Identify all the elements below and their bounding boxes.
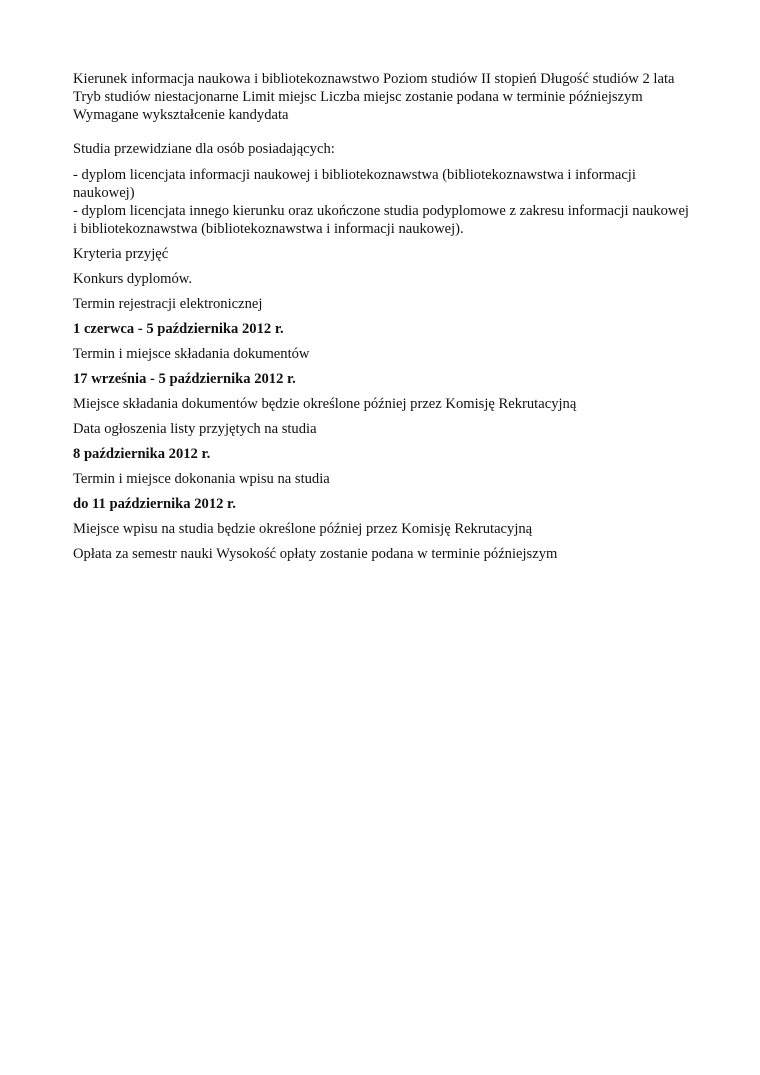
dokumenty-label: Termin i miejsce składania dokumentów [73,346,310,362]
rejestracja-date: 1 czerwca - 5 października 2012 r. [73,321,284,337]
wpis-date: do 11 października 2012 r. [73,496,236,512]
dokumenty-note: Miejsce składania dokumentów będzie określone później przez Komisję Rekrutacyjną [73,396,577,412]
kryteria-value: Konkurs dyplomów. [73,271,193,287]
studia-item-2: - dyplom licencjata innego kierunku oraz ukończone studia podyplomowe z zakresu informacji naukowej i bibliotekoznawstwa (bibliotekoznawstwa i informacji naukowej). [73,203,689,237]
intro-paragraph: Kierunek informacja naukowa i bibliotekoznawstwo Poziom studiów II stopień Długość studiów 2 lata Tryb studiów niestacjonarne Limit miejsc Liczba miejsc zostanie podana w terminie późniejszym Wymagane wykształcenie kandydata [73,71,675,123]
studia-list [73,166,693,238]
studia-item-1: - dyplom licencjata informacji naukowej i bibliotekoznawstwa (bibliotekoznawstwa i informacji naukowej) [73,167,636,201]
dokumenty-date: 17 września - 5 października 2012 r. [73,371,296,387]
document-page [73,70,693,570]
rejestracja-label: Termin rejestracji elektronicznej [73,296,263,312]
ogloszenie-label: Data ogłoszenia listy przyjętych na studia [73,421,317,437]
wpis-note: Miejsce wpisu na studia będzie określone później przez Komisję Rekrutacyjną [73,521,533,537]
ogloszenie-date: 8 października 2012 r. [73,446,211,462]
kryteria-label: Kryteria przyjęć [73,246,169,262]
wpis-label: Termin i miejsce dokonania wpisu na studia [73,471,330,487]
oplata-text: Opłata za semestr nauki Wysokość opłaty zostanie podana w terminie późniejszym [73,546,558,562]
studia-heading: Studia przewidziane dla osób posiadających: [73,141,335,157]
